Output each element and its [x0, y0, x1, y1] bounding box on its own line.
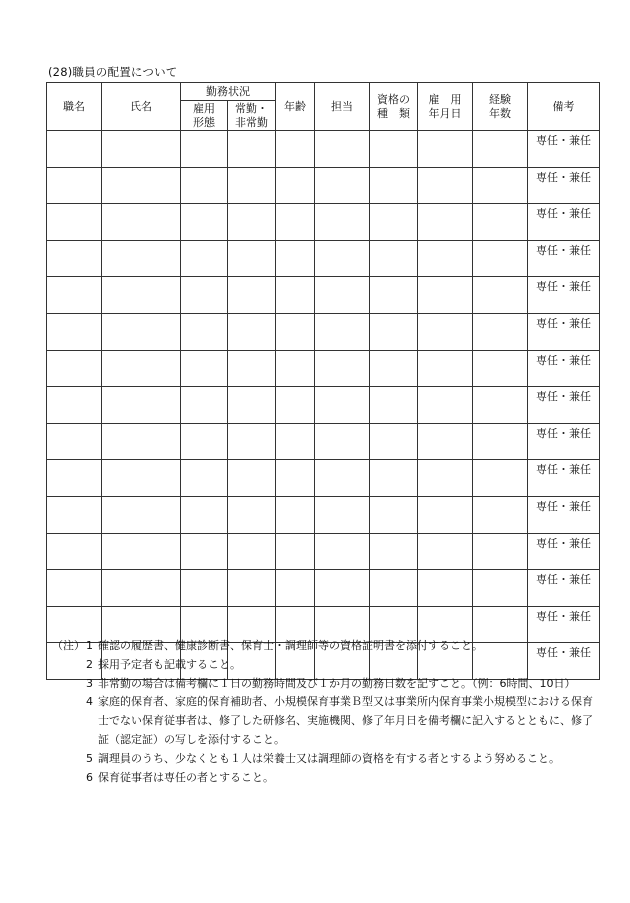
employment-type-cell[interactable]: [181, 387, 228, 424]
employment-type-cell[interactable]: [181, 313, 228, 350]
qualification-cell[interactable]: [370, 204, 418, 241]
fulltime-parttime-cell[interactable]: [228, 277, 276, 314]
employment-date-cell[interactable]: [418, 131, 473, 168]
position-cell[interactable]: [47, 277, 102, 314]
remarks-cell: 専任・兼任: [528, 387, 600, 424]
age-cell[interactable]: [276, 533, 315, 570]
qualification-cell[interactable]: [370, 423, 418, 460]
remarks-cell: 専任・兼任: [528, 131, 600, 168]
note-text: 家庭的保育者、家庭的保育補助者、小規模保育事業Ｂ型又は事業所内保育事業小規模型における保育士でない保育従事者は、修了した研修名、実施機関、修了年月日を備考欄に記入するとともに、修了証（認定証）の写しを添付すること。: [98, 695, 593, 746]
position-cell[interactable]: [47, 313, 102, 350]
employment-date-cell[interactable]: [418, 496, 473, 533]
table-row: [47, 167, 600, 204]
table-row: [47, 570, 600, 607]
table-row: [47, 423, 600, 460]
employment-type-cell[interactable]: [181, 277, 228, 314]
qualification-cell[interactable]: [370, 313, 418, 350]
charge-cell[interactable]: [315, 460, 370, 497]
name-cell[interactable]: [102, 387, 181, 424]
name-cell[interactable]: [102, 167, 181, 204]
header-experience: [473, 83, 528, 131]
qualification-cell[interactable]: [370, 496, 418, 533]
note-number: 3: [86, 676, 93, 690]
charge-cell[interactable]: [315, 350, 370, 387]
name-cell[interactable]: [102, 240, 181, 277]
remarks-cell: 専任・兼任: [528, 606, 600, 643]
employment-date-cell[interactable]: [418, 204, 473, 241]
table-row: [47, 387, 600, 424]
employment-type-cell[interactable]: [181, 131, 228, 168]
header-fulltime-parttime-line1: 常勤・: [235, 101, 268, 115]
table-row: [47, 350, 600, 387]
fulltime-parttime-cell[interactable]: [228, 131, 276, 168]
position-cell[interactable]: [47, 496, 102, 533]
experience-cell[interactable]: [473, 460, 528, 497]
qualification-cell[interactable]: [370, 277, 418, 314]
age-cell[interactable]: [276, 277, 315, 314]
notes-list: [52, 637, 600, 787]
name-cell[interactable]: [102, 570, 181, 607]
table-body: [47, 131, 600, 680]
table-row: [47, 131, 600, 168]
note-text: 非常勤の場合は備考欄に１日の勤務時間及び１か月の勤務日数を記すこと。（例：6時間、10日）: [98, 676, 576, 690]
position-cell[interactable]: [47, 350, 102, 387]
fulltime-parttime-cell[interactable]: [228, 167, 276, 204]
charge-cell[interactable]: [315, 204, 370, 241]
header-employment-type: [181, 101, 228, 131]
remarks-cell: 専任・兼任: [528, 643, 600, 680]
remarks-cell: 専任・兼任: [528, 204, 600, 241]
fulltime-parttime-cell[interactable]: [228, 204, 276, 241]
charge-cell[interactable]: [315, 313, 370, 350]
table-row: [47, 460, 600, 497]
name-cell[interactable]: [102, 350, 181, 387]
experience-cell[interactable]: [473, 423, 528, 460]
qualification-cell[interactable]: [370, 460, 418, 497]
employment-type-cell[interactable]: [181, 423, 228, 460]
experience-cell[interactable]: [473, 277, 528, 314]
note-number: 1: [86, 639, 93, 652]
section-title: (28)職員の配置について: [48, 65, 178, 79]
experience-cell[interactable]: [473, 131, 528, 168]
staff-assignment-table: [46, 82, 600, 680]
note-number: 4: [86, 695, 93, 709]
position-cell[interactable]: [47, 570, 102, 607]
qualification-cell[interactable]: [370, 167, 418, 204]
qualification-cell[interactable]: [370, 131, 418, 168]
remarks-cell: 専任・兼任: [528, 350, 600, 387]
experience-cell[interactable]: [473, 350, 528, 387]
charge-cell[interactable]: [315, 496, 370, 533]
fulltime-parttime-cell[interactable]: [228, 460, 276, 497]
age-cell[interactable]: [276, 570, 315, 607]
employment-date-cell[interactable]: [418, 533, 473, 570]
notes-section: [52, 637, 600, 787]
table-row: [47, 277, 600, 314]
qualification-cell[interactable]: [370, 387, 418, 424]
header-experience-line2: 年数: [489, 106, 511, 120]
position-cell[interactable]: [47, 240, 102, 277]
employment-date-cell[interactable]: [418, 423, 473, 460]
age-cell[interactable]: [276, 496, 315, 533]
employment-type-cell[interactable]: [181, 240, 228, 277]
header-fulltime-parttime-line2: 非常勤: [235, 115, 268, 129]
name-cell[interactable]: [102, 496, 181, 533]
employment-type-cell[interactable]: [181, 350, 228, 387]
age-cell[interactable]: [276, 240, 315, 277]
note-number: 5: [86, 751, 93, 765]
fulltime-parttime-cell[interactable]: [228, 350, 276, 387]
note-text: 調理員のうち、少なくとも１人は栄養士又は調理師の資格を有する者とするよう努めること。: [98, 751, 560, 765]
age-cell[interactable]: [276, 167, 315, 204]
qualification-cell[interactable]: [370, 533, 418, 570]
charge-cell[interactable]: [315, 131, 370, 168]
header-employment-date-line2: 年月日: [428, 106, 462, 120]
employment-date-cell[interactable]: [418, 277, 473, 314]
remarks-cell: 専任・兼任: [528, 423, 600, 460]
charge-cell[interactable]: [315, 570, 370, 607]
fulltime-parttime-cell[interactable]: [228, 570, 276, 607]
name-cell[interactable]: [102, 313, 181, 350]
experience-cell[interactable]: [473, 387, 528, 424]
position-cell[interactable]: [47, 460, 102, 497]
remarks-cell: 専任・兼任: [528, 277, 600, 314]
table-row: [47, 313, 600, 350]
experience-cell[interactable]: [473, 570, 528, 607]
age-cell[interactable]: [276, 131, 315, 168]
charge-cell[interactable]: [315, 533, 370, 570]
header-name: 氏名: [102, 83, 181, 131]
remarks-cell: 専任・兼任: [528, 460, 600, 497]
age-cell[interactable]: [276, 423, 315, 460]
age-cell[interactable]: [276, 350, 315, 387]
note-text: 保育従事者は専任の者とすること。: [98, 770, 274, 784]
remarks-cell: 専任・兼任: [528, 240, 600, 277]
charge-cell[interactable]: [315, 423, 370, 460]
header-employment-type-line2: 形態: [193, 115, 215, 129]
employment-date-cell[interactable]: [418, 167, 473, 204]
header-qualification-line2: 種 類: [377, 106, 410, 120]
experience-cell[interactable]: [473, 533, 528, 570]
experience-cell[interactable]: [473, 496, 528, 533]
qualification-cell[interactable]: [370, 570, 418, 607]
employment-date-cell[interactable]: [418, 570, 473, 607]
experience-cell[interactable]: [473, 240, 528, 277]
note-item: [52, 675, 600, 694]
fulltime-parttime-cell[interactable]: [228, 423, 276, 460]
position-cell[interactable]: [47, 131, 102, 168]
remarks-cell: 専任・兼任: [528, 313, 600, 350]
employment-type-cell[interactable]: [181, 533, 228, 570]
qualification-cell[interactable]: [370, 240, 418, 277]
fulltime-parttime-cell[interactable]: [228, 387, 276, 424]
note-item: [52, 693, 600, 749]
position-cell[interactable]: [47, 423, 102, 460]
name-cell[interactable]: [102, 204, 181, 241]
note-text: 確認の履歴書、健康診断書、保育士・調理師等の資格証明書を添付すること。: [98, 639, 483, 652]
age-cell[interactable]: [276, 204, 315, 241]
fulltime-parttime-cell[interactable]: [228, 313, 276, 350]
charge-cell[interactable]: [315, 167, 370, 204]
note-item: [52, 656, 600, 675]
age-cell[interactable]: [276, 387, 315, 424]
name-cell[interactable]: [102, 277, 181, 314]
header-employment-date: [418, 83, 473, 131]
header-position: 職名: [47, 83, 102, 131]
name-cell[interactable]: [102, 460, 181, 497]
fulltime-parttime-cell[interactable]: [228, 533, 276, 570]
header-remarks: 備考: [528, 83, 600, 131]
header-employment-date-line1: 雇 用: [428, 92, 462, 106]
employment-type-cell[interactable]: [181, 460, 228, 497]
employment-date-cell[interactable]: [418, 387, 473, 424]
position-cell[interactable]: [47, 533, 102, 570]
header-age: 年齢: [276, 83, 315, 131]
table-row: [47, 204, 600, 241]
remarks-cell: 専任・兼任: [528, 533, 600, 570]
employment-date-cell[interactable]: [418, 460, 473, 497]
experience-cell[interactable]: [473, 204, 528, 241]
position-cell[interactable]: [47, 387, 102, 424]
note-prefix: （注）: [52, 639, 85, 652]
note-item: [52, 769, 600, 788]
name-cell[interactable]: [102, 533, 181, 570]
header-fulltime-parttime: [228, 101, 276, 131]
experience-cell[interactable]: [473, 167, 528, 204]
name-cell[interactable]: [102, 131, 181, 168]
header-charge: 担当: [315, 83, 370, 131]
note-number: 6: [86, 770, 93, 784]
experience-cell[interactable]: [473, 313, 528, 350]
note-item: [52, 750, 600, 769]
fulltime-parttime-cell[interactable]: [228, 496, 276, 533]
employment-type-cell[interactable]: [181, 204, 228, 241]
employment-date-cell[interactable]: [418, 240, 473, 277]
employment-type-cell[interactable]: [181, 167, 228, 204]
header-employment-type-line1: 雇用: [193, 101, 215, 115]
name-cell[interactable]: [102, 423, 181, 460]
age-cell[interactable]: [276, 313, 315, 350]
fulltime-parttime-cell[interactable]: [228, 240, 276, 277]
employment-type-cell[interactable]: [181, 570, 228, 607]
table-row: [47, 496, 600, 533]
employment-type-cell[interactable]: [181, 496, 228, 533]
note-number: 2: [86, 657, 93, 671]
remarks-cell: 専任・兼任: [528, 570, 600, 607]
header-qualification-line1: 資格の: [377, 92, 410, 106]
charge-cell[interactable]: [315, 277, 370, 314]
employment-date-cell[interactable]: [418, 350, 473, 387]
position-cell[interactable]: [47, 167, 102, 204]
remarks-cell: 専任・兼任: [528, 496, 600, 533]
header-experience-line1: 経験: [489, 92, 511, 106]
qualification-cell[interactable]: [370, 350, 418, 387]
header-work-status: 勤務状況: [181, 83, 276, 101]
remarks-cell: 専任・兼任: [528, 167, 600, 204]
table-row: [47, 240, 600, 277]
note-text: 採用予定者も記載すること。: [98, 657, 241, 671]
table-row: [47, 533, 600, 570]
age-cell[interactable]: [276, 460, 315, 497]
position-cell[interactable]: [47, 204, 102, 241]
charge-cell[interactable]: [315, 240, 370, 277]
header-qualification: [370, 83, 418, 131]
charge-cell[interactable]: [315, 387, 370, 424]
note-item: [52, 637, 600, 656]
employment-date-cell[interactable]: [418, 313, 473, 350]
